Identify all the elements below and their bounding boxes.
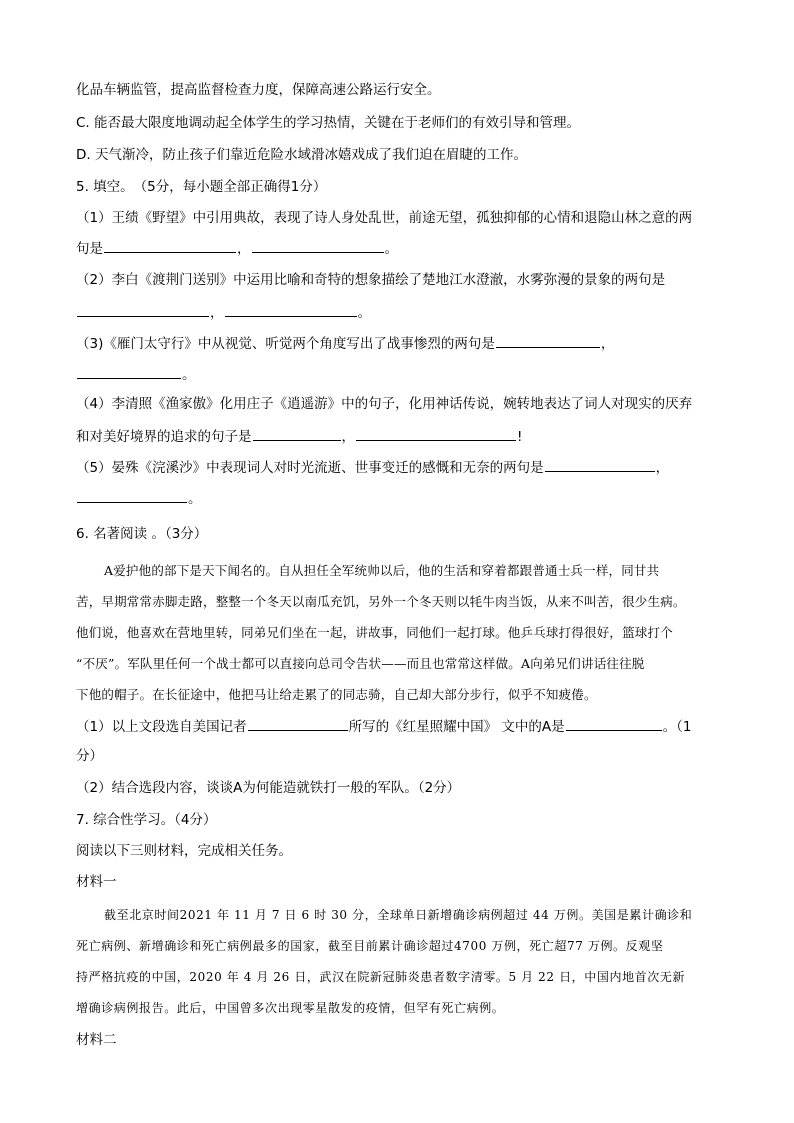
material-1-line-2: 死亡病例、新增确诊和死亡病例最多的国家，截至目前累计确诊超过4700 万例，死亡超77 万例。反观坚	[76, 939, 664, 953]
answer-blank[interactable]	[77, 364, 181, 379]
question-6-title: 6. 名著阅读 。（3分）	[76, 526, 208, 542]
material-1-line-1: 截至北京时间2021 年 11 月 7 日 6 时 30 分，全球单日新增确诊病例超过 44 万例。美国是累计确诊和	[104, 908, 693, 922]
question-7-title: 7. 综合性学习。（4分）	[76, 812, 217, 828]
answer-blank[interactable]	[248, 716, 348, 731]
comma: ，	[655, 460, 670, 476]
answer-blank[interactable]	[496, 333, 600, 348]
period: 。	[182, 367, 196, 383]
q5-item-5-prefix: （5）晏殊《浣溪沙》中表现词人对时光流逝、世事变迁的感慨和无奈的两句是	[76, 460, 544, 476]
q6-item-1-prefix: （1）以上文段选自美国记者	[76, 719, 247, 735]
answer-blank[interactable]	[77, 488, 187, 503]
question-5-title: 5. 填空。 （5分，每小题全部正确得1分）	[76, 179, 327, 195]
answer-blank[interactable]	[252, 238, 384, 253]
q5-item-5-text	[76, 457, 669, 478]
material-1-line-3: 持严格抗疫的中国，2020 年 4 月 26 日，武汉在院新冠肺炎患者数字清零。5 月 22 日，中国内地首次无新	[76, 970, 686, 984]
q5-item-3-prefix: （3)《雁门太守行》中从视觉、听觉两个角度写出了战事惨烈的两句是	[76, 336, 495, 352]
answer-blank[interactable]	[253, 426, 341, 441]
period: 。	[357, 305, 371, 321]
answer-blank[interactable]	[77, 302, 209, 317]
material-2-title: 材料二	[76, 1032, 117, 1048]
material-1-line-4: 增确诊病例报告。此后，中国曾多次出现零星散发的疫情，但罕有死亡病例。	[76, 1001, 505, 1015]
q6-item-2: （2）结合选段内容，谈谈A为何能造就铁打一般的军队。（2分）	[76, 780, 461, 796]
q6-item-1	[76, 716, 691, 737]
answer-blank[interactable]	[104, 238, 236, 253]
comma: ，	[210, 305, 224, 321]
q5-item-3-text	[76, 333, 614, 354]
answer-blank[interactable]	[545, 457, 655, 472]
comma: ，	[600, 336, 615, 352]
q6-item-1-score: 分）	[76, 748, 103, 764]
option-d: D. 天气渐冷，防止孩子们靠近危险水域滑冰嬉戏成了我们迫在眉睫的工作。	[76, 147, 527, 163]
comma: ，	[341, 429, 355, 445]
passage-line-4: “不厌”。军队里任何一个战士都可以直接向总司令告状——而且也常常这样做。A向弟兄们讲话往往脱	[76, 656, 645, 671]
q5-item-4-blanks	[76, 426, 522, 447]
q6-item-1-suffix: 。（1	[662, 719, 692, 735]
q5-item-3-blanks	[76, 364, 196, 385]
q6-item-1-middle: 所写的《红星照耀中国》 文中的A是	[348, 719, 565, 735]
exclamation: !	[517, 429, 523, 445]
answer-blank[interactable]	[356, 426, 516, 441]
passage-line-3: 他们说，他喜欢在营地里转，同弟兄们坐在一起，讲故事，同他们一起打球。他乒乓球打得很好，篮球打个	[76, 625, 673, 640]
option-b-continuation: 化品车辆监管，提高监督检查力度，保障高速公路运行安全。	[76, 82, 441, 98]
passage-line-1: A爱护他的部下是天下闻名的。自从担任全军统帅以后，他的生活和穿着都跟普通士兵一样，同甘共	[104, 563, 660, 578]
q5-item-4-text: （4）李清照《渔家傲》化用庄子《逍遥游》中的句子，化用神话传说，婉转地表达了词人对现实的厌弃	[76, 396, 693, 412]
q5-item-2-blanks	[76, 302, 371, 323]
answer-blank[interactable]	[566, 716, 662, 731]
question-7-intro: 阅读以下三则材料，完成相关任务。	[76, 843, 292, 859]
q5-item-1-prefix: 句是	[76, 241, 103, 257]
material-1-title: 材料一	[76, 874, 117, 890]
q5-item-4-prefix: 和对美好境界的追求的句子是	[76, 429, 252, 445]
q5-item-5-blanks	[76, 488, 202, 509]
comma: ，	[237, 241, 251, 257]
passage-line-2: 苦，早期常常赤脚走路，整整一个冬天以南瓜充饥，另外一个冬天则以牦牛肉当饭，从来不叫苦，很少生病。	[76, 594, 686, 609]
q5-item-2-text: （2）李白《渡荆门送别》中运用比喻和奇特的想象描绘了楚地江水澄澈，水雾弥漫的景象的两句是	[76, 272, 666, 288]
period: 。	[384, 241, 398, 257]
q5-item-1-blanks	[76, 238, 398, 259]
passage-line-5: 下他的帽子。在长征途中，他把马让给走累了的同志骑，自己却大部分步行，似乎不知疲倦。	[76, 687, 597, 702]
answer-blank[interactable]	[225, 302, 357, 317]
q5-item-1-text: （1）王绩《野望》中引用典故，表现了诗人身处乱世，前途无望，孤独抑郁的心情和退隐山林之意的两	[76, 210, 693, 226]
period: 。	[188, 491, 202, 507]
option-c: C. 能否最大限度地调动起全体学生的学习热情，关键在于老师们的有效引导和管理。	[76, 115, 581, 131]
